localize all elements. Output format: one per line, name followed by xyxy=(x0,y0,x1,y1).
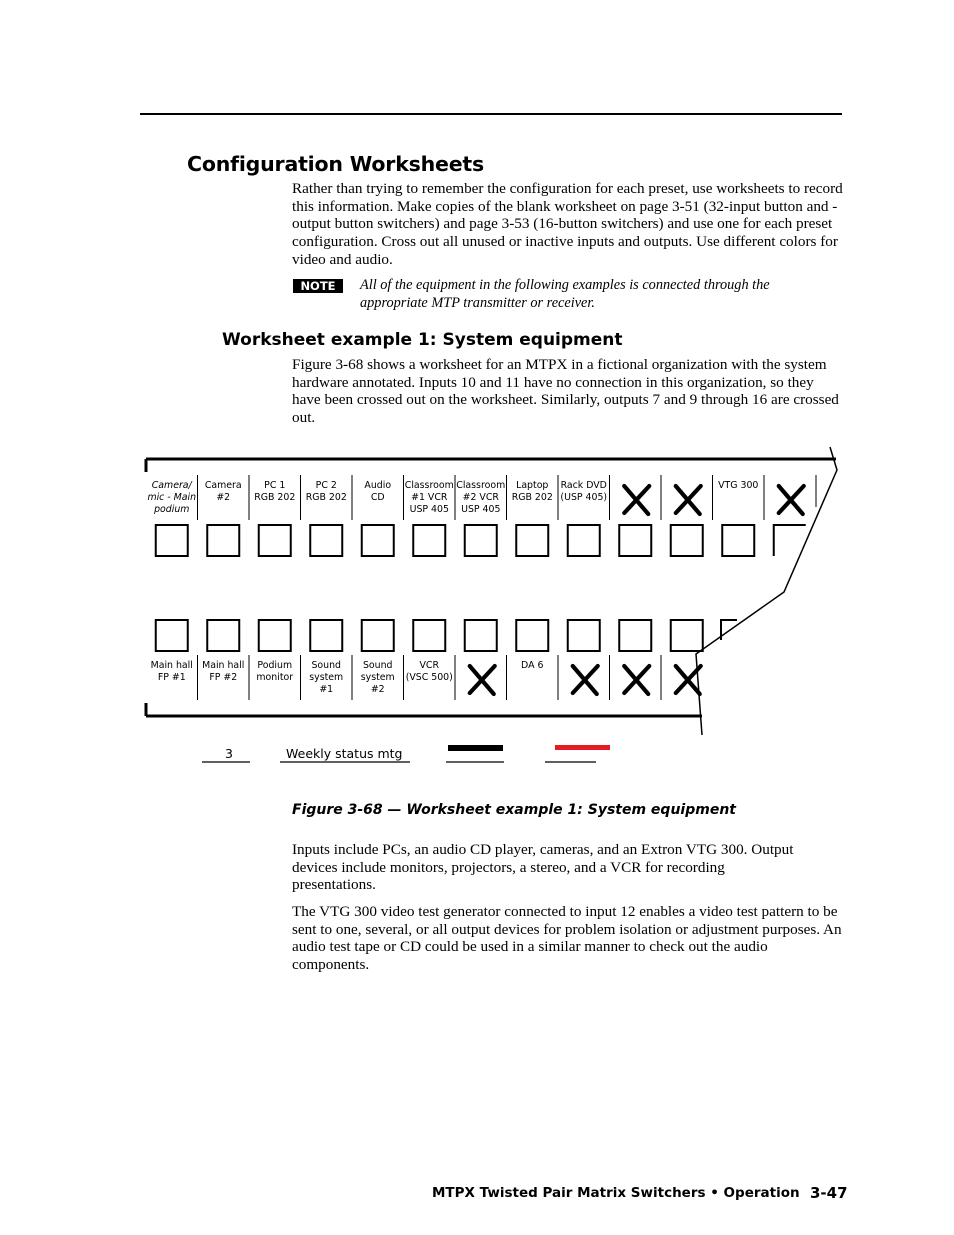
output-label-line: VCR xyxy=(419,660,439,671)
output-label-line: Podium xyxy=(257,660,293,671)
output-label-line: FP #1 xyxy=(157,672,186,683)
input-11-crossed-icon xyxy=(676,486,701,514)
footer-title: MTPX Twisted Pair Matrix Switchers • Operation xyxy=(432,1185,800,1201)
input-4-label xyxy=(300,480,352,504)
output-button-6 xyxy=(413,620,445,651)
output-button-4 xyxy=(310,620,342,651)
input-label-line: VTG 300 xyxy=(718,480,759,491)
output-label-line: system xyxy=(309,672,344,683)
input-label-line: (USP 405) xyxy=(560,492,608,503)
output-label-line: FP #2 xyxy=(209,672,238,683)
input-button-11 xyxy=(671,525,703,556)
note-text: All of the equipment in the following examples is connected through the appropriate MTP transmitter or receiver. xyxy=(360,277,770,311)
intro-paragraph: Rather than trying to remember the configuration for each preset, use worksheets to record this information. Make copies of the blank worksheet on page 3-51 (32-input button and -output button switchers) and page 3-53 (16-button switchers) and use one for each preset configuration. Cross out all unused or inactive inputs and outputs. Use different colors for video and audio. xyxy=(292,180,843,268)
input-2-label xyxy=(197,480,249,504)
video-color-swatch xyxy=(448,745,503,751)
output-5-label xyxy=(352,660,404,696)
input-6-label xyxy=(403,480,455,516)
output-1-label xyxy=(146,660,198,684)
output-label-line: monitor xyxy=(256,672,294,683)
input-label-line: Audio xyxy=(364,480,392,491)
input-label-line: mic - Main xyxy=(147,492,197,503)
input-label-line: RGB 202 xyxy=(511,492,553,503)
output-button-8 xyxy=(516,620,548,651)
input-10-crossed-icon xyxy=(624,486,649,514)
output-button-10 xyxy=(619,620,651,651)
preset-name: Weekly status mtg xyxy=(286,746,403,761)
input-button-12 xyxy=(722,525,754,556)
output-label-line: #2 xyxy=(370,684,385,695)
output-button-5 xyxy=(362,620,394,651)
input-label-line: RGB 202 xyxy=(305,492,347,503)
output-label-line: system xyxy=(360,672,395,683)
input-button-4 xyxy=(310,525,342,556)
output-label-line: (VSC 500) xyxy=(405,672,453,683)
output-button-11 xyxy=(671,620,703,651)
input-12-label xyxy=(712,480,764,492)
input-label-line: Laptop xyxy=(516,480,549,491)
input-label-line: RGB 202 xyxy=(254,492,296,503)
output-4-label xyxy=(300,660,352,696)
output-label-line: Main hall xyxy=(150,660,193,671)
input-label-line: #1 VCR xyxy=(411,492,448,503)
input-button-7 xyxy=(465,525,497,556)
vtg-paragraph: The VTG 300 video test generator connected to input 12 enables a video test pattern to be sent to one, several, or all output devices for problem isolation or adjustment purposes. An audio test tape or CD could be used in a similar manner to check out the audio components. xyxy=(292,903,842,974)
input-label-line: #2 xyxy=(216,492,231,503)
input-1-label xyxy=(146,480,198,516)
output-label-line: Sound xyxy=(311,660,342,671)
input-button-2 xyxy=(207,525,239,556)
input-button-5 xyxy=(362,525,394,556)
input-label-line: Classroom xyxy=(404,480,454,491)
preset-number: 3 xyxy=(225,746,233,761)
section-paragraph: Figure 3-68 shows a worksheet for an MTPX in a fictional organization with the system hardware annotated. Inputs 10 and 11 have no connection in this organization, so they have been crossed out on the worksheet. Similarly, outputs 7 and 9 through 16 are crossed out. xyxy=(292,356,839,427)
output-6-label xyxy=(403,660,455,684)
section-heading: Worksheet example 1: System equipment xyxy=(222,330,623,350)
footer-page-number: 3-47 xyxy=(810,1184,848,1202)
input-label-line: PC 2 xyxy=(315,480,337,491)
output-button-9 xyxy=(568,620,600,651)
audio-color-swatch xyxy=(555,745,610,750)
input-label-line: USP 405 xyxy=(461,504,501,515)
input-label-line: Rack DVD xyxy=(560,480,607,491)
page-title: Configuration Worksheets xyxy=(187,152,485,176)
input-label-line: PC 1 xyxy=(264,480,286,491)
output-11-crossed-icon xyxy=(676,666,701,694)
input-8-label xyxy=(506,480,558,504)
input-label-line: #2 VCR xyxy=(462,492,499,503)
output-button-7 xyxy=(465,620,497,651)
input-label-line: podium xyxy=(154,504,190,515)
figure-caption: Figure 3-68 — Worksheet example 1: System equipment xyxy=(292,802,736,818)
output-label-line: #1 xyxy=(319,684,334,695)
input-button-3 xyxy=(259,525,291,556)
output-3-label xyxy=(249,660,301,684)
input-button-9 xyxy=(568,525,600,556)
input-7-label xyxy=(455,480,507,516)
output-label-line: DA 6 xyxy=(521,660,544,671)
input-label-line: Camera/ xyxy=(151,480,192,491)
input-3-label xyxy=(249,480,301,504)
input-label-line: Classroom xyxy=(456,480,506,491)
output-label-line: Sound xyxy=(362,660,393,671)
output-8-label xyxy=(506,660,558,672)
input-9-label xyxy=(558,480,610,504)
output-10-crossed-icon xyxy=(624,666,649,694)
output-7-crossed-icon xyxy=(470,666,495,694)
output-button-2 xyxy=(207,620,239,651)
input-button-10 xyxy=(619,525,651,556)
output-button-1 xyxy=(156,620,188,651)
input-label-line: USP 405 xyxy=(409,504,449,515)
input-button-8 xyxy=(516,525,548,556)
input-button-6 xyxy=(413,525,445,556)
note-badge: NOTE xyxy=(293,279,343,293)
inputs-paragraph: Inputs include PCs, an audio CD player, cameras, and an Extron VTG 300. Output devices include monitors, projectors, a stereo, and a VCR for recording presentations. xyxy=(292,841,794,894)
output-label-line: Main hall xyxy=(202,660,245,671)
input-label-line: Camera xyxy=(204,480,242,491)
input-5-label xyxy=(352,480,404,504)
output-button-3 xyxy=(259,620,291,651)
input-button-1 xyxy=(156,525,188,556)
input-13-crossed-icon xyxy=(779,486,804,514)
output-9-crossed-icon xyxy=(573,666,598,694)
output-2-label xyxy=(197,660,249,684)
input-label-line: CD xyxy=(370,492,385,503)
